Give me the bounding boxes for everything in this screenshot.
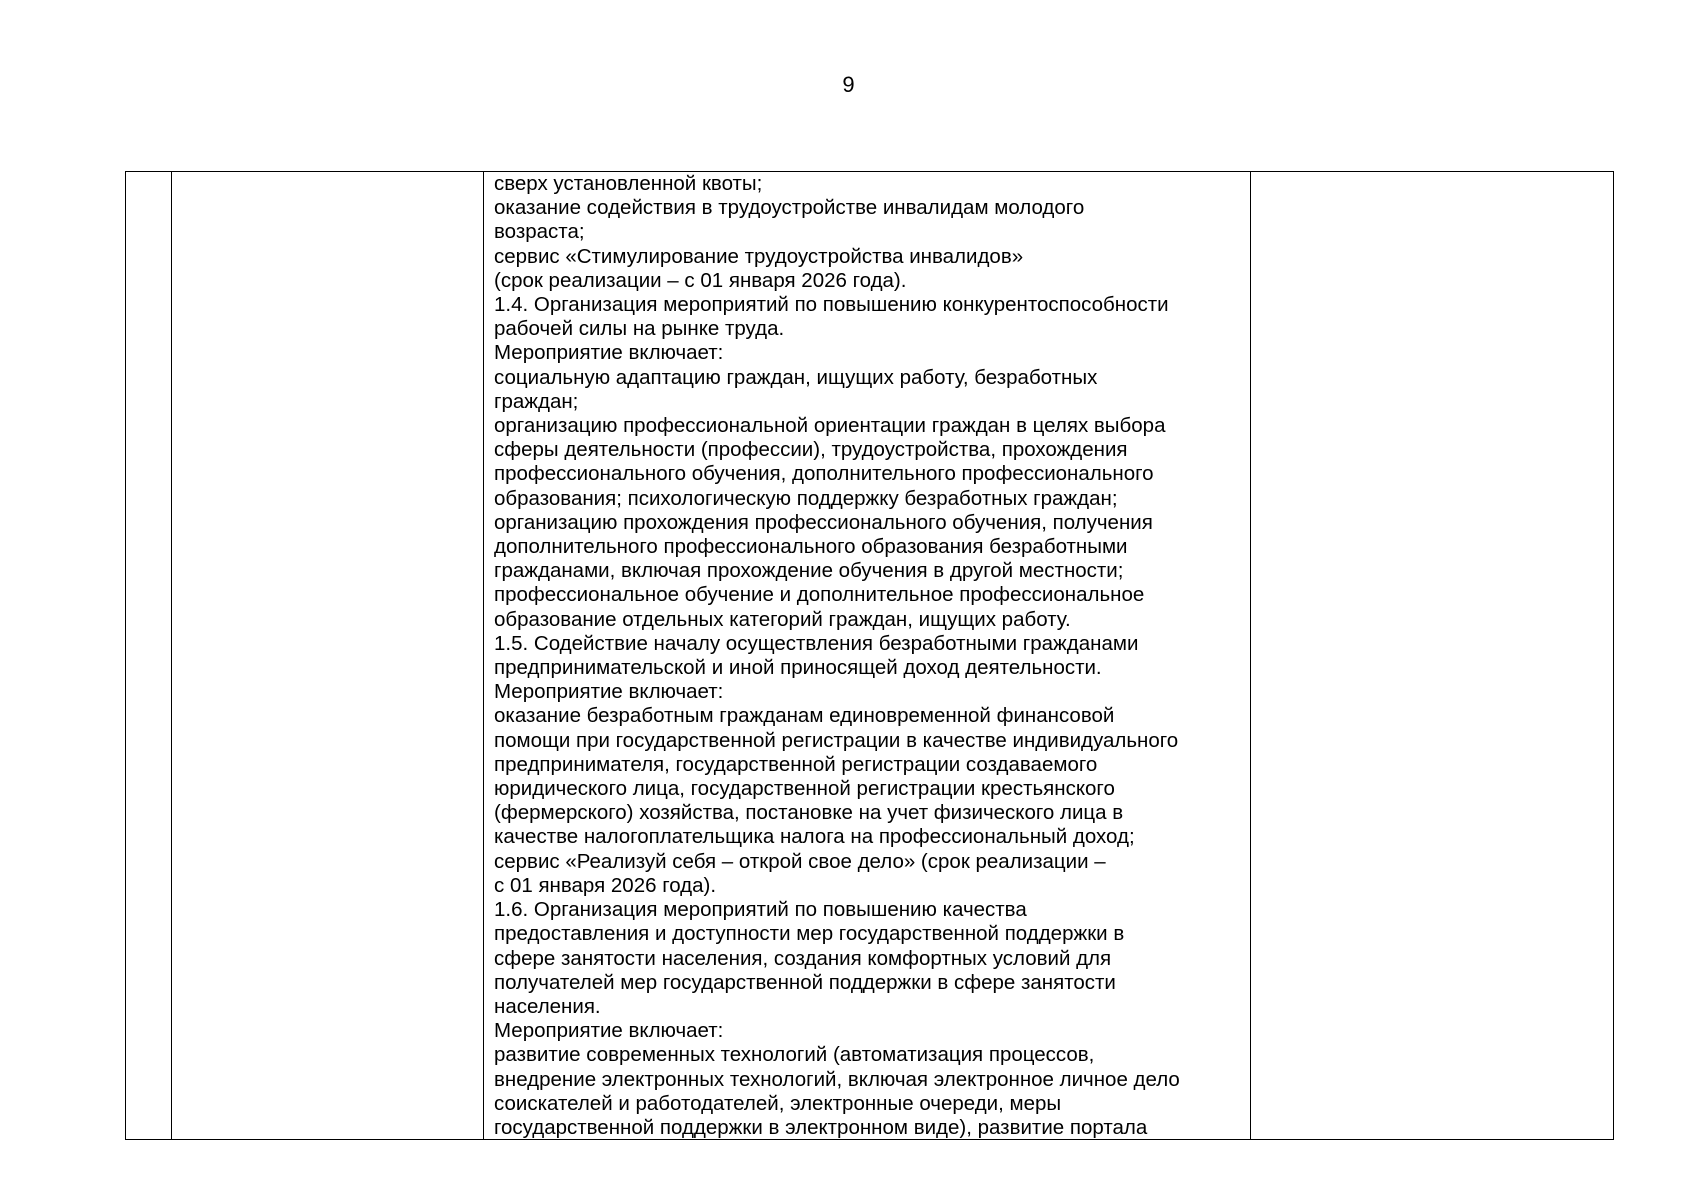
text-line: сверх установленной квоты; [494,172,763,195]
text-line: рабочей силы на рынке труда. [494,317,785,341]
table-cell-number [126,172,172,1139]
text-line: соискателей и работодателей, электронные очереди, меры [494,1091,1062,1115]
text-line: дополнительного профессионального образования безработными [494,535,1128,559]
table-cell-notes [1251,172,1613,1139]
text-line: 1.5. Содействие началу осуществления безработными гражданами [494,631,1139,655]
text-line: граждан; [494,389,579,413]
text-line: сервис «Стимулирование трудоустройства инвалидов» [494,244,1024,268]
text-line: юридического лица, государственной регистрации крестьянского [494,777,1115,801]
text-line: профессиональное обучение и дополнительное профессиональное [494,583,1145,607]
text-line: 1.6. Организация мероприятий по повышению качества [494,898,1027,922]
text-line: сферы деятельности (профессии), трудоустройства, прохождения [494,438,1128,462]
text-line: качестве налогоплательщика налога на профессиональный доход; [494,825,1135,849]
text-line: Мероприятие включает: [494,341,724,365]
text-line: организацию прохождения профессионального обучения, получения [494,510,1153,534]
text-line: получателей мер государственной поддержки в сфере занятости [494,970,1116,994]
text-line: сервис «Реализуй себя – открой свое дело» (срок реализации – [494,849,1106,873]
text-line: населения. [494,994,601,1018]
text-line: образования; психологическую поддержку безработных граждан; [494,486,1118,510]
text-line: образование отдельных категорий граждан, ищущих работу. [494,607,1071,631]
text-line: предпринимательской и иной приносящей доход деятельности. [494,656,1102,680]
text-line: предоставления и доступности мер государственной поддержки в [494,922,1125,946]
text-line: социальную адаптацию граждан, ищущих работу, безработных [494,365,1098,389]
text-line: профессионального обучения, дополнительного профессионального [494,462,1154,486]
text-line: Мероприятие включает: [494,680,724,704]
text-line: оказание содействия в трудоустройстве инвалидам молодого [494,196,1085,220]
description-text [494,172,1250,1139]
text-line: сфере занятости населения, создания комфортных условий для [494,946,1112,970]
text-line: государственной поддержки в электронном виде), развитие портала [494,1115,1148,1139]
text-line: помощи при государственной регистрации в качестве индивидуального [494,728,1179,752]
table-cell-name [172,172,484,1139]
text-line: предпринимателя, государственной регистрации создаваемого [494,752,1098,776]
document-table [125,171,1614,1140]
text-line: организацию профессиональной ориентации граждан в целях выбора [494,414,1166,438]
text-line: внедрение электронных технологий, включая электронное личное дело [494,1067,1180,1091]
text-line: возраста; [494,220,585,244]
text-line: с 01 января 2026 года). [494,873,717,897]
text-line: гражданами, включая прохождение обучения в другой местности; [494,559,1124,583]
text-line: оказание безработным гражданам единовременной финансовой [494,704,1115,728]
page-number: 9 [842,72,855,97]
text-line: развитие современных технологий (автоматизация процессов, [494,1043,1095,1067]
text-line: Мероприятие включает: [494,1019,724,1043]
text-line: (срок реализации – с 01 января 2026 года). [494,268,907,292]
table-cell-description [484,172,1251,1139]
text-line: 1.4. Организация мероприятий по повышению конкурентоспособности [494,293,1169,317]
text-line: (фермерского) хозяйства, постановке на учет физического лица в [494,801,1124,825]
